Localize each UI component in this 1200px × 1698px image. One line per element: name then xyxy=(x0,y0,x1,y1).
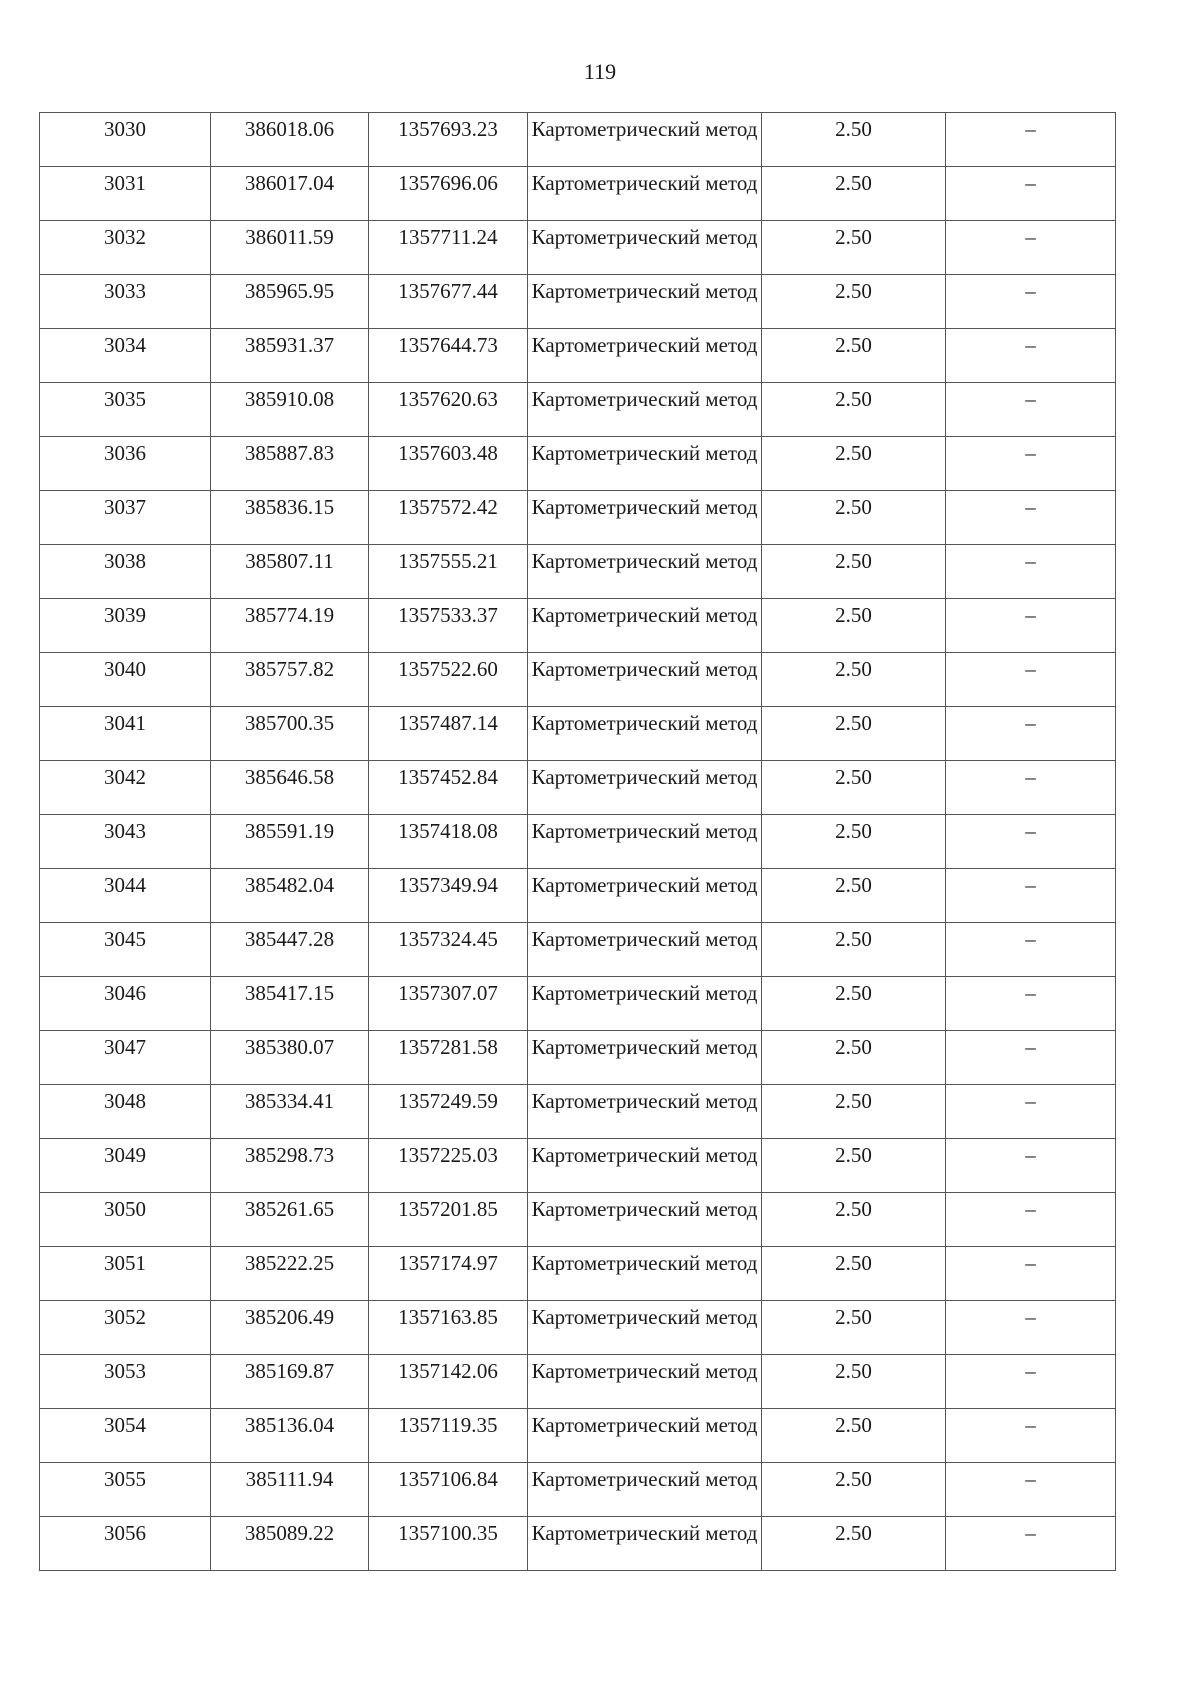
table-row xyxy=(40,1247,1116,1301)
point-number-cell: 3054 xyxy=(40,1409,211,1463)
point-number-cell: 3056 xyxy=(40,1517,211,1571)
description-cell: – xyxy=(946,1193,1116,1247)
point-number-cell: 3055 xyxy=(40,1463,211,1517)
point-number-cell: 3046 xyxy=(40,977,211,1031)
table-body xyxy=(40,113,1116,1571)
y-coordinate-cell: 1357324.45 xyxy=(369,923,528,977)
method-cell xyxy=(528,1085,762,1139)
method-cell xyxy=(528,599,762,653)
table-row xyxy=(40,923,1116,977)
description-cell: – xyxy=(946,1409,1116,1463)
table-row xyxy=(40,1409,1116,1463)
method-cell xyxy=(528,383,762,437)
table-row xyxy=(40,1301,1116,1355)
y-coordinate-cell: 1357106.84 xyxy=(369,1463,528,1517)
point-number-cell: 3044 xyxy=(40,869,211,923)
table-row xyxy=(40,329,1116,383)
method-text: Картометрический метод xyxy=(531,981,758,1005)
point-number-cell: 3036 xyxy=(40,437,211,491)
accuracy-cell: 2.50 xyxy=(762,815,946,869)
y-coordinate-cell: 1357572.42 xyxy=(369,491,528,545)
y-coordinate-cell: 1357201.85 xyxy=(369,1193,528,1247)
description-cell: – xyxy=(946,113,1116,167)
description-cell: – xyxy=(946,815,1116,869)
point-number-cell: 3038 xyxy=(40,545,211,599)
method-text: Картометрический метод xyxy=(531,873,758,897)
y-coordinate-cell: 1357249.59 xyxy=(369,1085,528,1139)
method-text: Картометрический метод xyxy=(531,657,758,681)
accuracy-cell: 2.50 xyxy=(762,707,946,761)
method-text: Картометрический метод xyxy=(531,603,758,627)
method-text: Картометрический метод xyxy=(531,765,758,789)
y-coordinate-cell: 1357522.60 xyxy=(369,653,528,707)
accuracy-cell: 2.50 xyxy=(762,329,946,383)
x-coordinate-cell: 385807.11 xyxy=(211,545,369,599)
method-cell xyxy=(528,761,762,815)
method-cell xyxy=(528,1463,762,1517)
method-cell xyxy=(528,707,762,761)
x-coordinate-cell: 385222.25 xyxy=(211,1247,369,1301)
accuracy-cell: 2.50 xyxy=(762,275,946,329)
method-text: Картометрический метод xyxy=(531,1143,758,1167)
method-text: Картометрический метод xyxy=(531,495,758,519)
x-coordinate-cell: 385136.04 xyxy=(211,1409,369,1463)
method-cell xyxy=(528,545,762,599)
description-cell: – xyxy=(946,1355,1116,1409)
description-cell: – xyxy=(946,167,1116,221)
accuracy-cell: 2.50 xyxy=(762,1031,946,1085)
accuracy-cell: 2.50 xyxy=(762,761,946,815)
method-text: Картометрический метод xyxy=(531,711,758,735)
point-number-cell: 3045 xyxy=(40,923,211,977)
point-number-cell: 3041 xyxy=(40,707,211,761)
table-row xyxy=(40,221,1116,275)
method-text: Картометрический метод xyxy=(531,1467,758,1491)
coordinates-table xyxy=(39,112,1116,1571)
y-coordinate-cell: 1357644.73 xyxy=(369,329,528,383)
point-number-cell: 3040 xyxy=(40,653,211,707)
point-number-cell: 3033 xyxy=(40,275,211,329)
y-coordinate-cell: 1357225.03 xyxy=(369,1139,528,1193)
method-cell xyxy=(528,1139,762,1193)
accuracy-cell: 2.50 xyxy=(762,1193,946,1247)
x-coordinate-cell: 385965.95 xyxy=(211,275,369,329)
x-coordinate-cell: 386018.06 xyxy=(211,113,369,167)
description-cell: – xyxy=(946,653,1116,707)
x-coordinate-cell: 385591.19 xyxy=(211,815,369,869)
accuracy-cell: 2.50 xyxy=(762,1085,946,1139)
method-cell xyxy=(528,977,762,1031)
x-coordinate-cell: 385700.35 xyxy=(211,707,369,761)
y-coordinate-cell: 1357119.35 xyxy=(369,1409,528,1463)
method-text: Картометрический метод xyxy=(531,441,758,465)
table-row xyxy=(40,1355,1116,1409)
description-cell: – xyxy=(946,599,1116,653)
table-row xyxy=(40,1193,1116,1247)
x-coordinate-cell: 385089.22 xyxy=(211,1517,369,1571)
accuracy-cell: 2.50 xyxy=(762,1139,946,1193)
table-row xyxy=(40,1085,1116,1139)
description-cell: – xyxy=(946,923,1116,977)
description-cell: – xyxy=(946,437,1116,491)
accuracy-cell: 2.50 xyxy=(762,1355,946,1409)
description-cell: – xyxy=(946,977,1116,1031)
x-coordinate-cell: 385417.15 xyxy=(211,977,369,1031)
y-coordinate-cell: 1357693.23 xyxy=(369,113,528,167)
accuracy-cell: 2.50 xyxy=(762,1301,946,1355)
method-text: Картометрический метод xyxy=(531,1305,758,1329)
description-cell: – xyxy=(946,545,1116,599)
method-text: Картометрический метод xyxy=(531,1197,758,1221)
method-cell xyxy=(528,1517,762,1571)
point-number-cell: 3030 xyxy=(40,113,211,167)
x-coordinate-cell: 385111.94 xyxy=(211,1463,369,1517)
method-cell xyxy=(528,275,762,329)
accuracy-cell: 2.50 xyxy=(762,221,946,275)
point-number-cell: 3052 xyxy=(40,1301,211,1355)
point-number-cell: 3048 xyxy=(40,1085,211,1139)
method-cell xyxy=(528,1031,762,1085)
method-cell xyxy=(528,869,762,923)
description-cell: – xyxy=(946,869,1116,923)
point-number-cell: 3039 xyxy=(40,599,211,653)
table-row xyxy=(40,815,1116,869)
y-coordinate-cell: 1357142.06 xyxy=(369,1355,528,1409)
point-number-cell: 3053 xyxy=(40,1355,211,1409)
table-row xyxy=(40,977,1116,1031)
y-coordinate-cell: 1357307.07 xyxy=(369,977,528,1031)
y-coordinate-cell: 1357100.35 xyxy=(369,1517,528,1571)
accuracy-cell: 2.50 xyxy=(762,599,946,653)
y-coordinate-cell: 1357696.06 xyxy=(369,167,528,221)
table-row xyxy=(40,599,1116,653)
point-number-cell: 3050 xyxy=(40,1193,211,1247)
method-text: Картометрический метод xyxy=(531,1413,758,1437)
method-cell xyxy=(528,329,762,383)
x-coordinate-cell: 385261.65 xyxy=(211,1193,369,1247)
method-cell xyxy=(528,815,762,869)
accuracy-cell: 2.50 xyxy=(762,491,946,545)
description-cell: – xyxy=(946,707,1116,761)
method-text: Картометрический метод xyxy=(531,117,758,141)
method-text: Картометрический метод xyxy=(531,1035,758,1059)
y-coordinate-cell: 1357555.21 xyxy=(369,545,528,599)
point-number-cell: 3034 xyxy=(40,329,211,383)
table-row xyxy=(40,1031,1116,1085)
accuracy-cell: 2.50 xyxy=(762,437,946,491)
description-cell: – xyxy=(946,221,1116,275)
accuracy-cell: 2.50 xyxy=(762,977,946,1031)
y-coordinate-cell: 1357711.24 xyxy=(369,221,528,275)
point-number-cell: 3032 xyxy=(40,221,211,275)
method-text: Картометрический метод xyxy=(531,819,758,843)
point-number-cell: 3043 xyxy=(40,815,211,869)
point-number-cell: 3051 xyxy=(40,1247,211,1301)
point-number-cell: 3042 xyxy=(40,761,211,815)
method-text: Картометрический метод xyxy=(531,333,758,357)
y-coordinate-cell: 1357677.44 xyxy=(369,275,528,329)
table-row xyxy=(40,1463,1116,1517)
method-text: Картометрический метод xyxy=(531,225,758,249)
table-row xyxy=(40,707,1116,761)
x-coordinate-cell: 385836.15 xyxy=(211,491,369,545)
description-cell: – xyxy=(946,1247,1116,1301)
x-coordinate-cell: 385887.83 xyxy=(211,437,369,491)
table-row xyxy=(40,869,1116,923)
method-text: Картометрический метод xyxy=(531,1359,758,1383)
table-row xyxy=(40,1139,1116,1193)
accuracy-cell: 2.50 xyxy=(762,545,946,599)
y-coordinate-cell: 1357452.84 xyxy=(369,761,528,815)
y-coordinate-cell: 1357533.37 xyxy=(369,599,528,653)
accuracy-cell: 2.50 xyxy=(762,653,946,707)
method-cell xyxy=(528,1247,762,1301)
method-text: Картометрический метод xyxy=(531,1089,758,1113)
y-coordinate-cell: 1357349.94 xyxy=(369,869,528,923)
description-cell: – xyxy=(946,1139,1116,1193)
y-coordinate-cell: 1357418.08 xyxy=(369,815,528,869)
method-cell xyxy=(528,1301,762,1355)
x-coordinate-cell: 386017.04 xyxy=(211,167,369,221)
y-coordinate-cell: 1357603.48 xyxy=(369,437,528,491)
description-cell: – xyxy=(946,1517,1116,1571)
accuracy-cell: 2.50 xyxy=(762,1409,946,1463)
x-coordinate-cell: 385910.08 xyxy=(211,383,369,437)
y-coordinate-cell: 1357163.85 xyxy=(369,1301,528,1355)
point-number-cell: 3037 xyxy=(40,491,211,545)
method-cell xyxy=(528,221,762,275)
method-text: Картометрический метод xyxy=(531,387,758,411)
method-text: Картометрический метод xyxy=(531,1521,758,1545)
method-cell xyxy=(528,437,762,491)
x-coordinate-cell: 385931.37 xyxy=(211,329,369,383)
table-row xyxy=(40,1517,1116,1571)
table-row xyxy=(40,383,1116,437)
description-cell: – xyxy=(946,1463,1116,1517)
accuracy-cell: 2.50 xyxy=(762,1247,946,1301)
point-number-cell: 3035 xyxy=(40,383,211,437)
method-cell xyxy=(528,653,762,707)
accuracy-cell: 2.50 xyxy=(762,113,946,167)
table-row xyxy=(40,545,1116,599)
x-coordinate-cell: 385169.87 xyxy=(211,1355,369,1409)
point-number-cell: 3049 xyxy=(40,1139,211,1193)
method-text: Картометрический метод xyxy=(531,279,758,303)
y-coordinate-cell: 1357174.97 xyxy=(369,1247,528,1301)
x-coordinate-cell: 385206.49 xyxy=(211,1301,369,1355)
method-text: Картометрический метод xyxy=(531,927,758,951)
point-number-cell: 3031 xyxy=(40,167,211,221)
x-coordinate-cell: 386011.59 xyxy=(211,221,369,275)
x-coordinate-cell: 385334.41 xyxy=(211,1085,369,1139)
point-number-cell: 3047 xyxy=(40,1031,211,1085)
page-number: 119 xyxy=(583,59,617,84)
y-coordinate-cell: 1357487.14 xyxy=(369,707,528,761)
table-row xyxy=(40,437,1116,491)
description-cell: – xyxy=(946,275,1116,329)
description-cell: – xyxy=(946,1301,1116,1355)
accuracy-cell: 2.50 xyxy=(762,923,946,977)
method-cell xyxy=(528,1355,762,1409)
description-cell: – xyxy=(946,329,1116,383)
table-row xyxy=(40,275,1116,329)
accuracy-cell: 2.50 xyxy=(762,383,946,437)
table-row xyxy=(40,761,1116,815)
method-text: Картометрический метод xyxy=(531,549,758,573)
method-cell xyxy=(528,923,762,977)
y-coordinate-cell: 1357281.58 xyxy=(369,1031,528,1085)
accuracy-cell: 2.50 xyxy=(762,1463,946,1517)
method-cell xyxy=(528,167,762,221)
table-row xyxy=(40,491,1116,545)
method-text: Картометрический метод xyxy=(531,1251,758,1275)
accuracy-cell: 2.50 xyxy=(762,167,946,221)
description-cell: – xyxy=(946,491,1116,545)
coordinates-table-container xyxy=(39,112,1116,1571)
accuracy-cell: 2.50 xyxy=(762,869,946,923)
y-coordinate-cell: 1357620.63 xyxy=(369,383,528,437)
method-cell xyxy=(528,113,762,167)
x-coordinate-cell: 385646.58 xyxy=(211,761,369,815)
method-cell xyxy=(528,1409,762,1463)
table-row xyxy=(40,653,1116,707)
x-coordinate-cell: 385774.19 xyxy=(211,599,369,653)
method-cell xyxy=(528,491,762,545)
description-cell: – xyxy=(946,1031,1116,1085)
method-text: Картометрический метод xyxy=(531,171,758,195)
x-coordinate-cell: 385482.04 xyxy=(211,869,369,923)
x-coordinate-cell: 385447.28 xyxy=(211,923,369,977)
description-cell: – xyxy=(946,1085,1116,1139)
description-cell: – xyxy=(946,383,1116,437)
method-cell xyxy=(528,1193,762,1247)
description-cell: – xyxy=(946,761,1116,815)
x-coordinate-cell: 385757.82 xyxy=(211,653,369,707)
accuracy-cell: 2.50 xyxy=(762,1517,946,1571)
x-coordinate-cell: 385380.07 xyxy=(211,1031,369,1085)
x-coordinate-cell: 385298.73 xyxy=(211,1139,369,1193)
table-row xyxy=(40,113,1116,167)
table-row xyxy=(40,167,1116,221)
